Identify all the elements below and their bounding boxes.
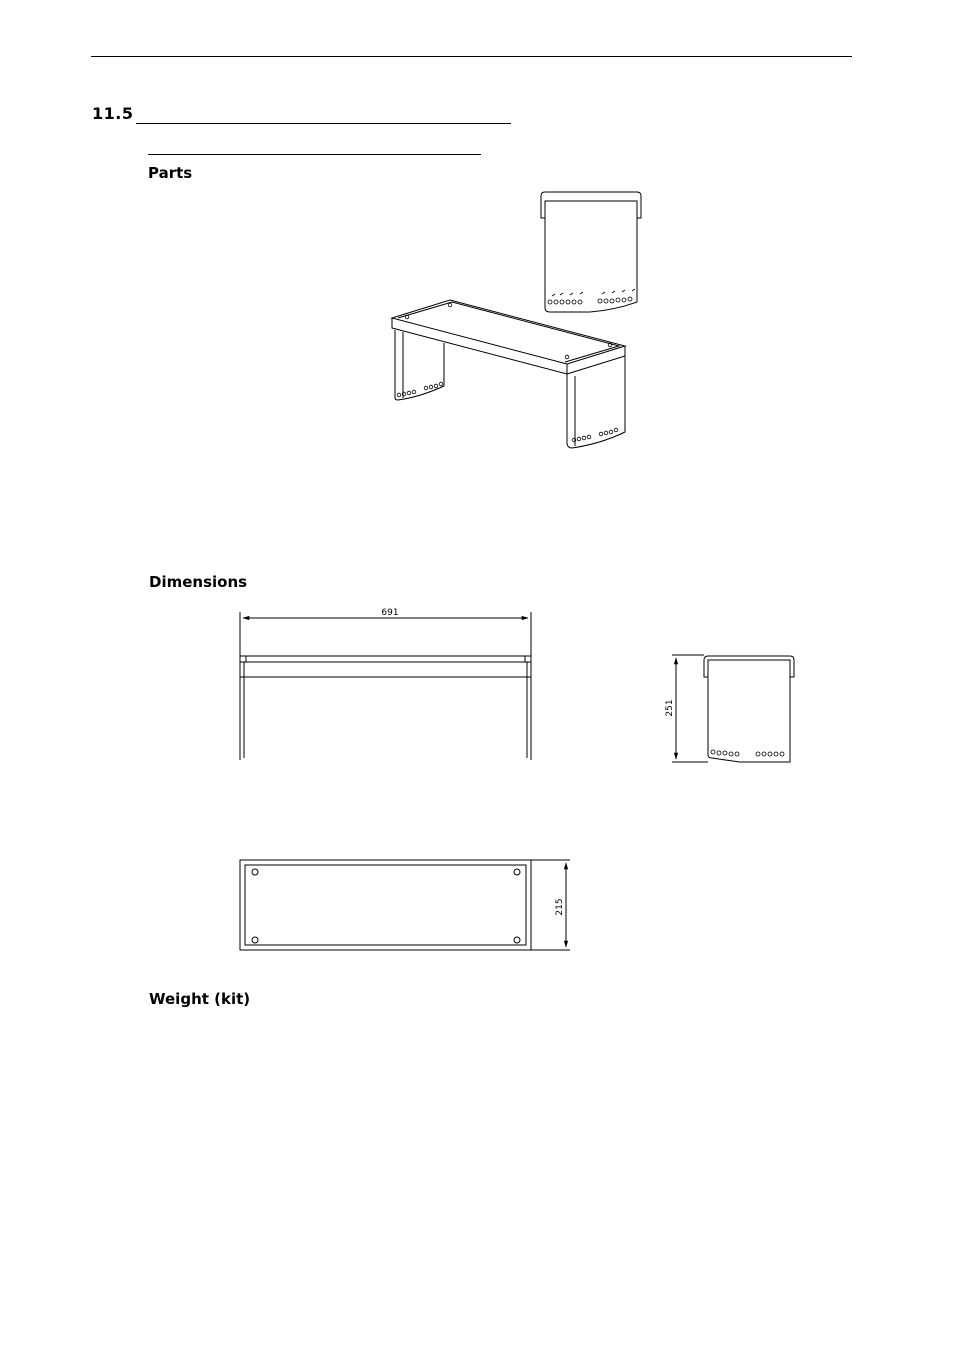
weight-heading: Weight (kit) xyxy=(149,990,251,1008)
parts-heading: Parts xyxy=(148,164,193,182)
dimensions-heading: Dimensions xyxy=(149,573,248,591)
section-number: 11.5 xyxy=(92,104,134,123)
depth-dimension-value: 215 xyxy=(555,898,565,916)
width-dimension-value: 691 xyxy=(381,608,399,618)
side-view-drawing xyxy=(672,655,794,762)
side-plate-drawing xyxy=(541,192,641,312)
front-view-drawing xyxy=(240,612,531,760)
top-view-drawing xyxy=(240,860,570,950)
height-dimension-value: 251 xyxy=(665,699,675,717)
assembled-kit-drawing xyxy=(392,300,625,448)
